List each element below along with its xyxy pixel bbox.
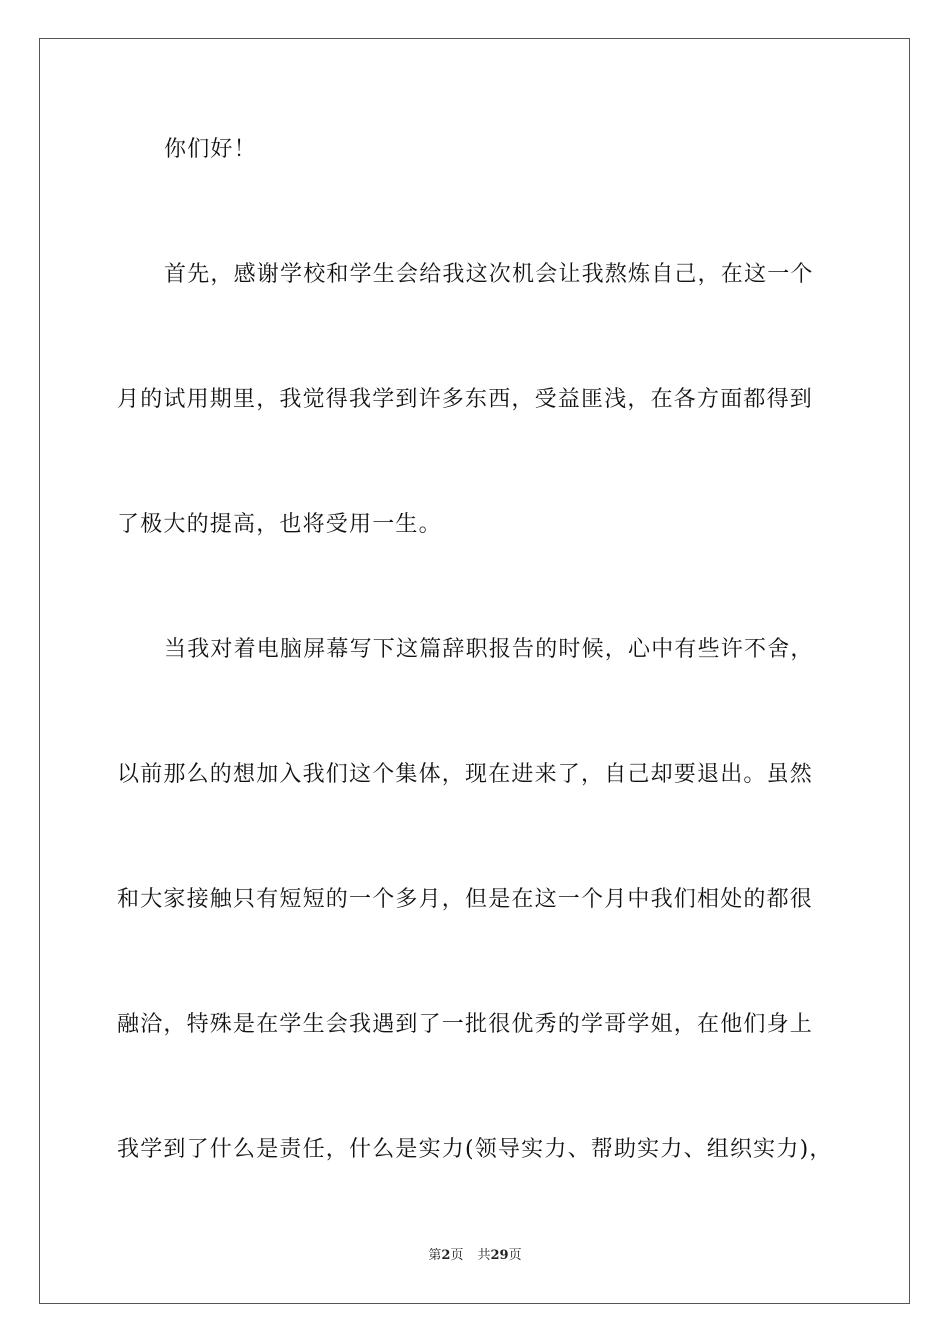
paragraph-line: 我学到了什么是责任，什么是实力(领导实力、帮助实力、组织实力)， (117, 1137, 833, 1162)
total-prefix: 共 (477, 1248, 491, 1263)
page-border (39, 38, 910, 1304)
paragraph-line: 和大家接触只有短短的一个多月，但是在这一个月中我们相处的都很 (117, 887, 814, 912)
page-footer (0, 1247, 950, 1265)
paragraph-line: 融洽，特殊是在学生会我遇到了一批很优秀的学哥学姐，在他们身上 (117, 1012, 814, 1037)
paragraph-line-greeting: 你们好！ (164, 137, 257, 162)
paragraph-line: 了极大的提高，也将受用一生。 (117, 512, 442, 537)
total-pages: 29 (490, 1248, 509, 1263)
paragraph-line: 首先，感谢学校和学生会给我这次机会让我熬炼自己，在这一个 (164, 262, 814, 287)
paragraph-line: 当我对着电脑屏幕写下这篇辞职报告的时候，心中有些许不舍， (164, 637, 814, 662)
page-number: 2 (441, 1248, 451, 1263)
total-suffix: 页 (508, 1248, 522, 1263)
page-suffix: 页 (450, 1248, 464, 1263)
page-prefix: 第 (428, 1248, 442, 1263)
paragraph-line: 以前那么的想加入我们这个集体，现在进来了，自己却要退出。虽然 (117, 762, 814, 787)
paragraph-line: 月的试用期里，我觉得我学到许多东西，受益匪浅，在各方面都得到 (117, 387, 814, 412)
